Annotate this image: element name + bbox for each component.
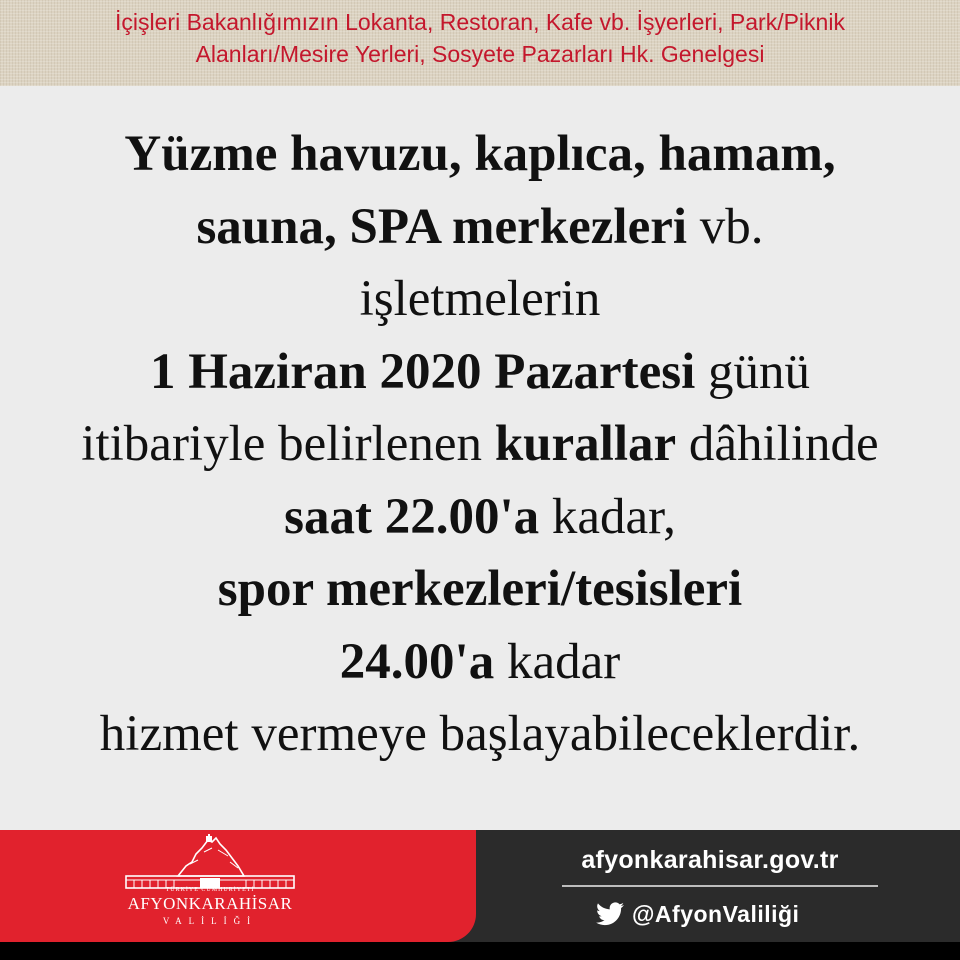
message-bold-text: SPA merkezleri (349, 198, 688, 255)
message-text: vb. (699, 198, 764, 255)
main-content (0, 86, 960, 830)
message-line (0, 481, 960, 554)
message-text: işletmelerin (359, 271, 601, 327)
twitter-handle-row[interactable] (596, 896, 799, 932)
message-text: hizmet vermeye başlayabileceklerdir. (99, 706, 861, 762)
message-line (0, 408, 960, 481)
header-line-2: Alanları/Mesire Yerleri, Sosyete Pazarları Hk. Genelgesi (195, 41, 765, 67)
message-line (0, 336, 960, 409)
twitter-bird-icon (596, 902, 624, 926)
message-bold-text: Yüzme havuzu, kaplıca, hamam, (124, 126, 836, 182)
message-line (0, 191, 960, 264)
header-banner (0, 0, 960, 86)
twitter-handle: @AfyonValiliği (632, 900, 800, 927)
logo-caption-top: TÜRKİYE CUMHURİYETİ (165, 887, 255, 893)
logo-caption-sub: VALİLİĞİ (162, 916, 258, 926)
message-text: itibariyle belirlenen (81, 416, 483, 472)
header-line-1: İçişleri Bakanlığımızın Lokanta, Restoran, Kafe vb. İşyerleri, Park/Piknik (115, 9, 845, 35)
message-line (0, 263, 960, 336)
message-text: kadar, (551, 488, 676, 545)
message-line (0, 626, 960, 699)
message-text: günü (708, 343, 811, 400)
message-bold-text: kurallar (494, 416, 677, 472)
message-bold-text: sauna, (196, 198, 337, 255)
message-line (0, 118, 960, 191)
message-bold-text: 24.00'a (339, 633, 495, 690)
message-bold-text: saat 22.00'a (284, 488, 540, 545)
message-line (0, 553, 960, 626)
footer-bar (0, 830, 960, 960)
message-bold-text: spor merkezleri/tesisleri (217, 561, 743, 617)
logo-caption-main: AFYONKARAHİSAR (127, 894, 293, 913)
message-text: dâhilinde (688, 416, 879, 472)
footer-divider (562, 885, 878, 887)
message-line (0, 698, 960, 771)
announcement-message (0, 118, 960, 771)
message-bold-text: 1 Haziran 2020 Pazartesi (149, 343, 696, 400)
website-link[interactable]: afyonkarahisar.gov.tr (581, 846, 839, 874)
message-text: kadar (506, 633, 621, 690)
